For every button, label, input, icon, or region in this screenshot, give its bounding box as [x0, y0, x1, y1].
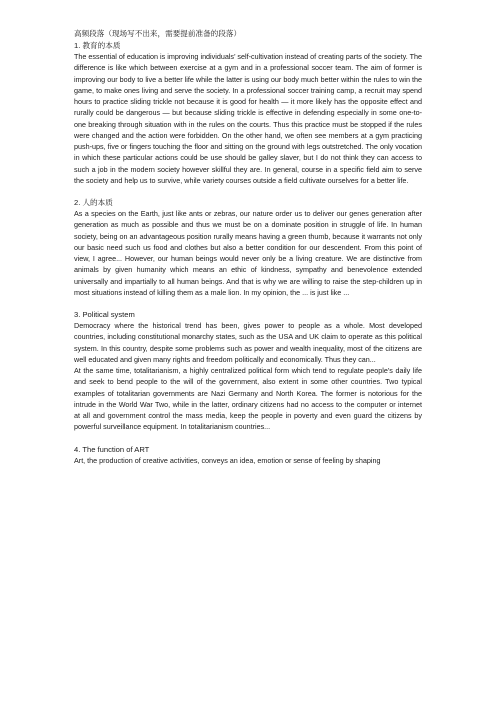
- section-4: [74, 444, 422, 466]
- section-1: [74, 40, 422, 186]
- section-title: 人的本质: [82, 198, 113, 207]
- paragraph: As a species on the Earth, just like ants or zebras, our nature order us to deliver our genes generation after generation as much as possible and thus we must be on a dominate position in struggle of life. In human society, being on an advantageous position rurally means having a green thumb, because it warrants not only our basic need such us food and clothes but also a better condition for our descendent. From this point of view, I agree... However, our human beings would never only be a living creature. We are distinctive from animals by given humanity which means an ethic of kindness, sympathy and benevolence extended universally and impartially to all human beings. And that is why we are willing to raise the step-children up in most situations instead of killing them as a male lion. In my opinion, the ... is just like ...: [74, 209, 422, 297]
- section-title: 教育的本质: [82, 41, 121, 50]
- paragraph: Art, the production of creative activities, conveys an idea, emotion or sense of feeling by shaping: [74, 455, 381, 465]
- page-title: 高频段落（现场写不出来，需要提前准备的段落）: [74, 29, 242, 38]
- section-title: The function of ART: [82, 444, 150, 454]
- section-number: 4.: [74, 444, 81, 454]
- paragraph: At the same time, totalitarianism, a highly centralized political form which tend to regulate people’s daily life and seek to bend people to the will of the government, also extent in some other countries. Two typical examples of totalitarian governments are Nazi Germany and North Korea. The former is notorious for the intrude in the World War Two, while in the latter, ordinary citizens had no access to the computer or internet at all and government control the mass media, keep the people in poverty and even guard the citizens by powerful surveillance equipment. In totalitarianism countries...: [74, 366, 422, 432]
- section-number: 3.: [74, 310, 81, 319]
- section-3: [74, 309, 422, 433]
- section-2: [74, 197, 422, 298]
- paragraph: Democracy where the historical trend has been, gives power to people as a whole. Most developed countries, including constitutional monarchy states, such as the USA and UK claim to operate as this political system. In this country, despite some problems such as power and wealth inequality, most of the citizens are well educated and given many rights and freedom politically and economically. Thus they can...: [74, 321, 422, 364]
- paragraph: The essential of education is improving individuals’ self-cultivation instead of creating parts of the society. The difference is like which between exercise at a gym and in a professional soccer team. The aim of former is improving our body to live a better life while the latter is using our body much better within the rules to win the game, to make ones living and serve the society. In a professional soccer training camp, a recruit may spend hours to practice sliding trickle not because it is good for health — it more likely has the opposite effect and rurally could be dangerous — but because sliding trickle is effective in defending especially in some one-to-one breaking through situation with in the rules on the courts. Thus this practice must be stopped if the rules were changed and the action were forbidden. On the other hand, we often see members at a gym practicing push-ups, five or fingers touching the floor and sitting on the ground with legs outstretched. The only vocation in which these particular actions could be use should be galley slaver, but I do not think they can access to such a job in the modern society however skillful they are. In general, course in a specific field aim to serve the society and help us to survive, while variety courses outside a field cultivate ourselves for a better life.: [74, 52, 422, 185]
- section-heading: [74, 197, 422, 208]
- section-heading: [74, 444, 422, 455]
- section-number: 1.: [74, 41, 81, 50]
- section-heading: [74, 309, 422, 320]
- section-number: 2.: [74, 198, 81, 207]
- section-heading: [74, 40, 422, 51]
- section-title: Political system: [82, 310, 135, 319]
